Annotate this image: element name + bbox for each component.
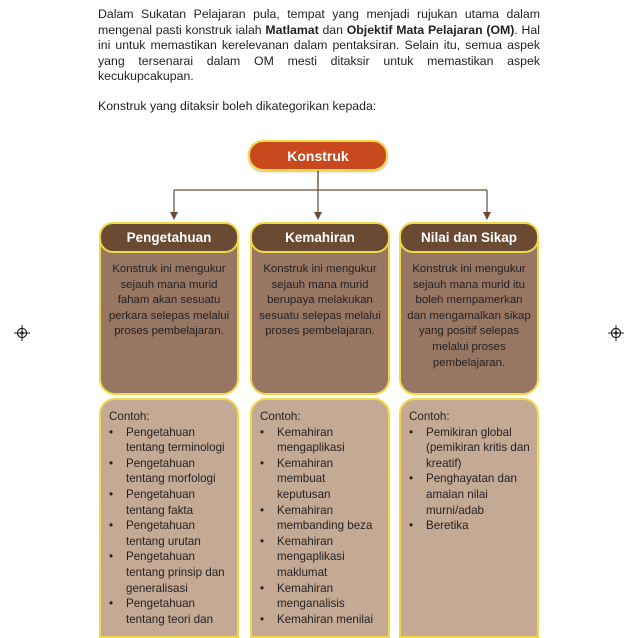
- example-item: • Pengetahuan tentang morfologi: [109, 456, 231, 487]
- example-item: • Pengetahuan tentang terminologi: [109, 425, 231, 456]
- example-item: • Pengetahuan tentang urutan: [109, 518, 231, 549]
- examples-list: [409, 425, 531, 534]
- intro-text-1: Dalam Sukatan Pelajaran pula, tempat yang menjadi rujukan utama dalam mengenal pasti konstruk ialah: [98, 7, 540, 37]
- examples-label: Contoh:: [260, 410, 301, 423]
- examples-list: [109, 425, 231, 628]
- example-item: • Pengetahuan tentang fakta: [109, 487, 231, 518]
- intro-bold-objektif: Objektif Mata Pelajaran (OM): [346, 22, 515, 37]
- example-item: • Kemahiran membuat keputusan: [260, 456, 382, 503]
- example-item: • Kemahiran menganalisis: [260, 581, 382, 612]
- examples-box: [250, 398, 390, 638]
- example-item: • Kemahiran mengaplikasi maklumat: [260, 534, 382, 581]
- example-item: • Pengetahuan tentang prinsip dan generalisasi: [109, 549, 231, 596]
- examples-box: [99, 398, 239, 638]
- example-item: • Kemahiran mengaplikasi: [260, 425, 382, 456]
- examples-box: [399, 398, 539, 638]
- description-box: Konstruk ini mengukur sejauh mana murid berupaya melakukan sesuatu selepas melalui proses pembelajaran.: [250, 242, 390, 395]
- category-header: Pengetahuan: [99, 222, 239, 253]
- example-item: • Beretika: [409, 518, 531, 534]
- intro-bold-matlamat: Matlamat: [265, 22, 319, 37]
- examples-label: Contoh:: [409, 410, 450, 423]
- example-item: • Pengetahuan tentang teori dan: [109, 596, 231, 627]
- examples-list: [260, 425, 382, 628]
- example-item: • Kemahiran membanding beza: [260, 503, 382, 534]
- intro-text-3: . Hal ini untuk memastikan kerelevanan dalam pentaksiran. Selain itu, semua aspek yang tersenarai dalam OM mesti ditaksir untuk memastikan aspek kecukupcakupan.: [98, 22, 540, 84]
- description-box: Konstruk ini mengukur sejauh mana murid itu boleh mempamerkan dan mengamalkan sikap yang positif selepas melalui proses pembelajaran.: [399, 242, 539, 395]
- lead-in-paragraph: Konstruk yang ditaksir boleh dikategorikan kepada:: [98, 99, 377, 113]
- description-box: Konstruk ini mengukur sejauh mana murid faham akan sesuatu perkara selepas melalui proses pembelajaran.: [99, 242, 239, 395]
- example-item: • Kemahiran menilai: [260, 612, 382, 628]
- examples-label: Contoh:: [109, 410, 150, 423]
- example-item: • Pemikiran global (pemikiran kritis dan kreatif): [409, 425, 531, 472]
- konstruk-root-node: Konstruk: [248, 140, 388, 171]
- example-item: • Penghayatan dan amalan nilai murni/adab: [409, 471, 531, 518]
- category-header: Nilai dan Sikap: [399, 222, 539, 253]
- intro-text-2: dan: [318, 22, 347, 37]
- category-header: Kemahiran: [250, 222, 390, 253]
